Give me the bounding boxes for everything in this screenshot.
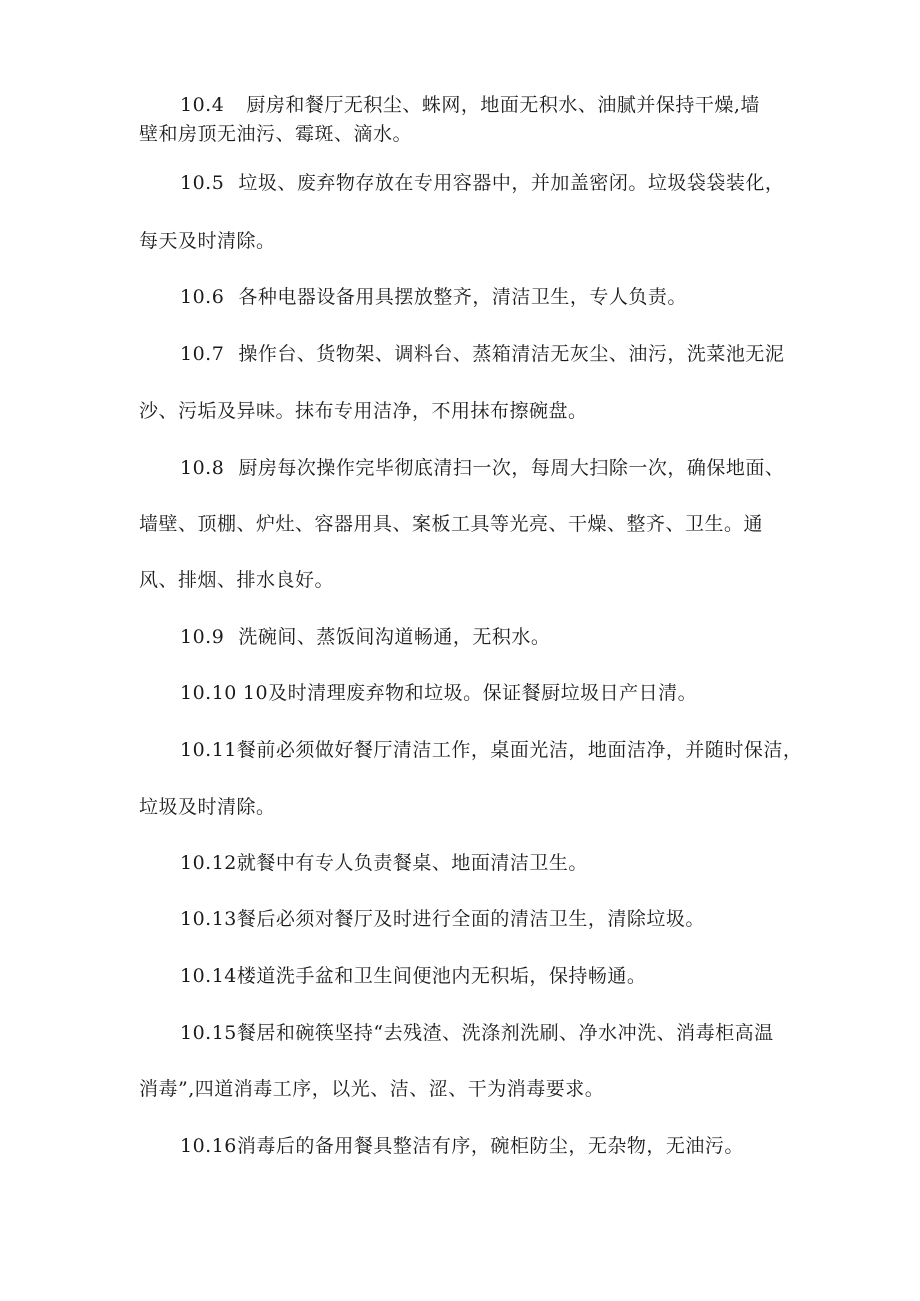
- paragraph-text: 就餐中有专人负责餐桌、地面清洁卫生。: [236, 852, 588, 874]
- paragraph-10-16-line-1: [180, 1133, 800, 1159]
- paragraph-text: 风、排烟、排水良好。: [139, 569, 335, 591]
- item-number: 10.8: [180, 457, 225, 479]
- item-number: 10.10: [180, 682, 237, 704]
- paragraph-text: 沙、污垢及异味。抹布专用洁净，不用抹布擦碗盘。: [139, 400, 588, 422]
- item-number: 10.7: [180, 343, 225, 365]
- paragraph-10-12-line-1: [180, 850, 800, 876]
- paragraph-10-14-line-1: [180, 963, 800, 989]
- paragraph-text: 厨房每次操作完毕彻底清扫一次，每周大扫除一次，确保地面、: [238, 457, 785, 479]
- item-number: 10.5: [180, 172, 225, 194]
- paragraph-10-5-line-1: [180, 170, 800, 196]
- paragraph-text: 墙壁、顶棚、炉灶、容器用具、案板工具等光亮、干燥、整齐、卫生。通: [139, 513, 764, 535]
- paragraph-10-6-line-1: [180, 284, 800, 310]
- paragraph-10-15-line-1: [180, 1020, 800, 1046]
- paragraph-10-8-line-3: [139, 567, 799, 593]
- paragraph-text: 洗碗间、蒸饭间沟道畅通，无积水。: [238, 626, 551, 648]
- paragraph-text: 操作台、货物架、调料台、蒸箱清洁无灰尘、油污，洗菜池无泥: [238, 343, 785, 365]
- item-number: 10.14: [180, 965, 237, 987]
- paragraph-text: 每天及时清除。: [139, 230, 276, 252]
- paragraph-text: 壁和房顶无油污、霉斑、滴水。: [139, 123, 413, 145]
- paragraph-text: 垃圾及时清除。: [139, 796, 276, 818]
- paragraph-10-5-line-2: [139, 228, 799, 254]
- item-number: 10.13: [180, 908, 237, 930]
- paragraph-text: 楼道洗手盆和卫生间便池内无积垢，保持畅通。: [236, 965, 647, 987]
- item-number: 10.16: [180, 1135, 237, 1157]
- paragraph-10-10-line-1: [180, 680, 800, 706]
- paragraph-10-15-line-2: [139, 1076, 799, 1102]
- paragraph-text: 垃圾、废弃物存放在专用容器中，并加盖密闭。垃圾袋袋装化，: [238, 172, 785, 194]
- paragraph-10-7-line-2: [139, 398, 799, 424]
- paragraph-text: 餐后必须对餐厅及时进行全面的清洁卫生，清除垃圾。: [236, 908, 705, 930]
- paragraph-10-9-line-1: [180, 624, 800, 650]
- paragraph-10-11-line-1: [180, 737, 803, 763]
- paragraph-text: 各种电器设备用具摆放整齐，清洁卫生，专人负责。: [238, 286, 687, 308]
- paragraph-10-4-line-2: [139, 121, 799, 147]
- paragraph-10-4-line-1: [180, 92, 800, 118]
- paragraph-text: 厨房和餐厅无积尘、蛛网，地面无积水、油腻并保持干燥,墙: [246, 94, 760, 116]
- item-number: 10.11: [180, 739, 237, 761]
- paragraph-text: 消毒”,四道消毒工序，以光、洁、涩、干为消毒要求。: [139, 1078, 605, 1100]
- item-number: 10.15: [180, 1022, 237, 1044]
- paragraph-text: 餐居和碗筷坚持“去残渣、洗涤剂洗刷、净水冲洗、消毒柜高温: [236, 1022, 774, 1044]
- paragraph-10-13-line-1: [180, 906, 800, 932]
- paragraph-10-7-line-1: [180, 341, 800, 367]
- paragraph-10-11-line-2: [139, 794, 799, 820]
- paragraph-text: 消毒后的备用餐具整洁有序，碗柜防尘，无杂物，无油污。: [236, 1135, 744, 1157]
- paragraph-10-8-line-2: [139, 511, 799, 537]
- paragraph-10-8-line-1: [180, 455, 800, 481]
- item-number: 10.4: [180, 94, 225, 116]
- paragraph-text: 10及时清理废弃物和垃圾。保证餐厨垃圾日产日清。: [242, 682, 698, 704]
- item-number: 10.12: [180, 852, 237, 874]
- paragraph-text: 餐前必须做好餐厅清洁工作，桌面光洁，地面洁净，并随时保洁，: [236, 739, 803, 761]
- item-number: 10.6: [180, 286, 225, 308]
- item-number: 10.9: [180, 626, 225, 648]
